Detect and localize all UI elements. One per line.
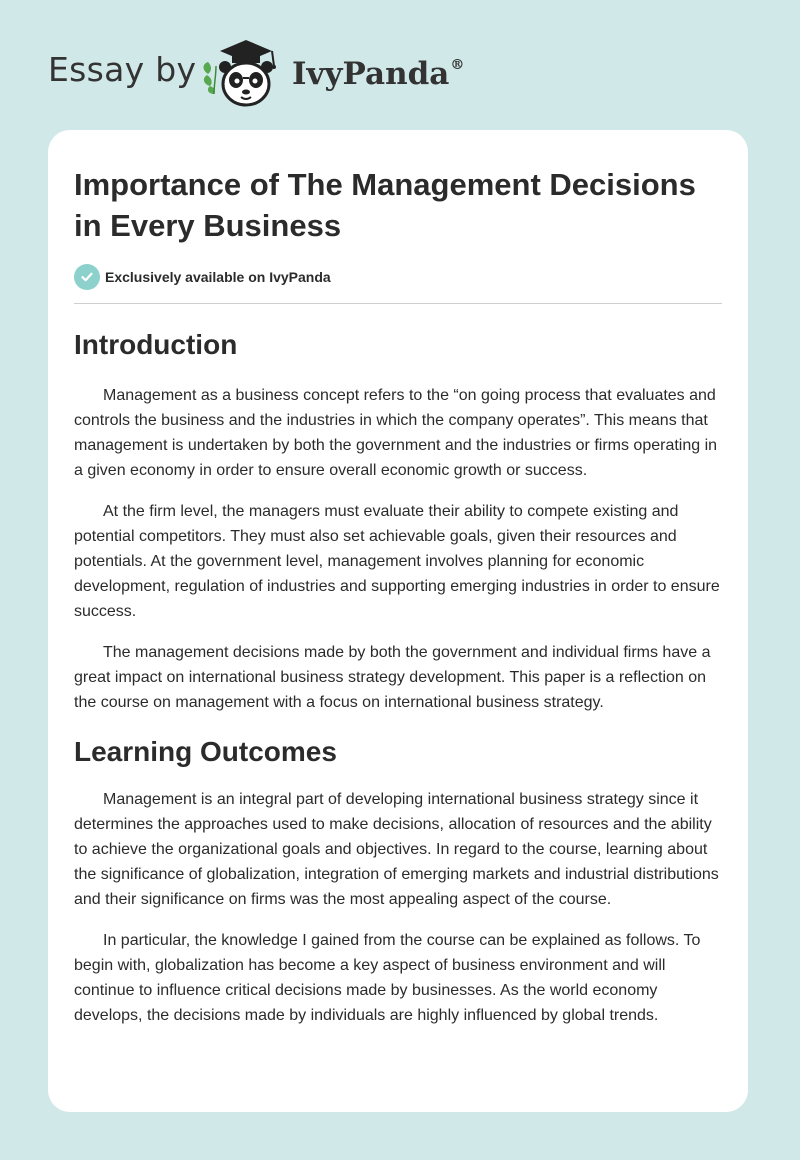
paragraph: In particular, the knowledge I gained from the course can be explained as follows. To begin with, globalization has become a key aspect of business environment and will continue to influence critical decisions made by businesses. As the world economy develops, the decisions made by individuals are highly influenced by global trends. (74, 932, 701, 1024)
site-header (0, 0, 800, 130)
paragraph: At the firm level, the managers must evaluate their ability to compete existing and potential competitors. They must also set achievable goals, given their resources and potentials. At the government level, management involves planning for economic development, regulation of industries and supporting emerging industries in order to ensure success. (74, 503, 720, 620)
brand-name[interactable] (292, 56, 464, 92)
exclusive-badge-label: Exclusively available on IvyPanda (105, 269, 331, 285)
title-divider (74, 303, 722, 304)
paragraph: Management as a business concept refers to the “on going process that evaluates and controls the business and the industries in which the company operates”. This means that management is undertaken by both the government and the industries or firms operating in a given economy in order to ensure overall economic growth or success. (74, 387, 718, 479)
check-circle-icon (74, 264, 100, 290)
exclusive-badge (74, 264, 722, 290)
paragraph: The management decisions made by both the government and individual firms have a great impact on international business strategy development. This paper is a reflection on the course on management with a focus on international business strategy. (74, 644, 711, 711)
registered-mark: ® (450, 56, 465, 73)
essay-card (48, 130, 748, 1112)
ivy-leaf-icon (204, 62, 217, 94)
essay-by-label: Essay by (48, 50, 197, 89)
section-heading-introduction: Introduction (74, 329, 238, 360)
section-heading-learning-outcomes: Learning Outcomes (74, 736, 337, 767)
brand-text: IvyPanda (292, 56, 450, 92)
paragraph: Management is an integral part of developing international business strategy since it determines the approaches used to make decisions, allocation of resources and the ability to achieve the organizational goals and objectives. In regard to the course, learning about the significance of globalization, integration of emerging markets and industrial distributions and their significance on firms was the most appealing aspect of the course. (74, 791, 719, 908)
panda-graduate-logo-icon[interactable] (200, 36, 292, 108)
essay-title: Importance of The Management Decisions in Every Business (74, 167, 696, 243)
